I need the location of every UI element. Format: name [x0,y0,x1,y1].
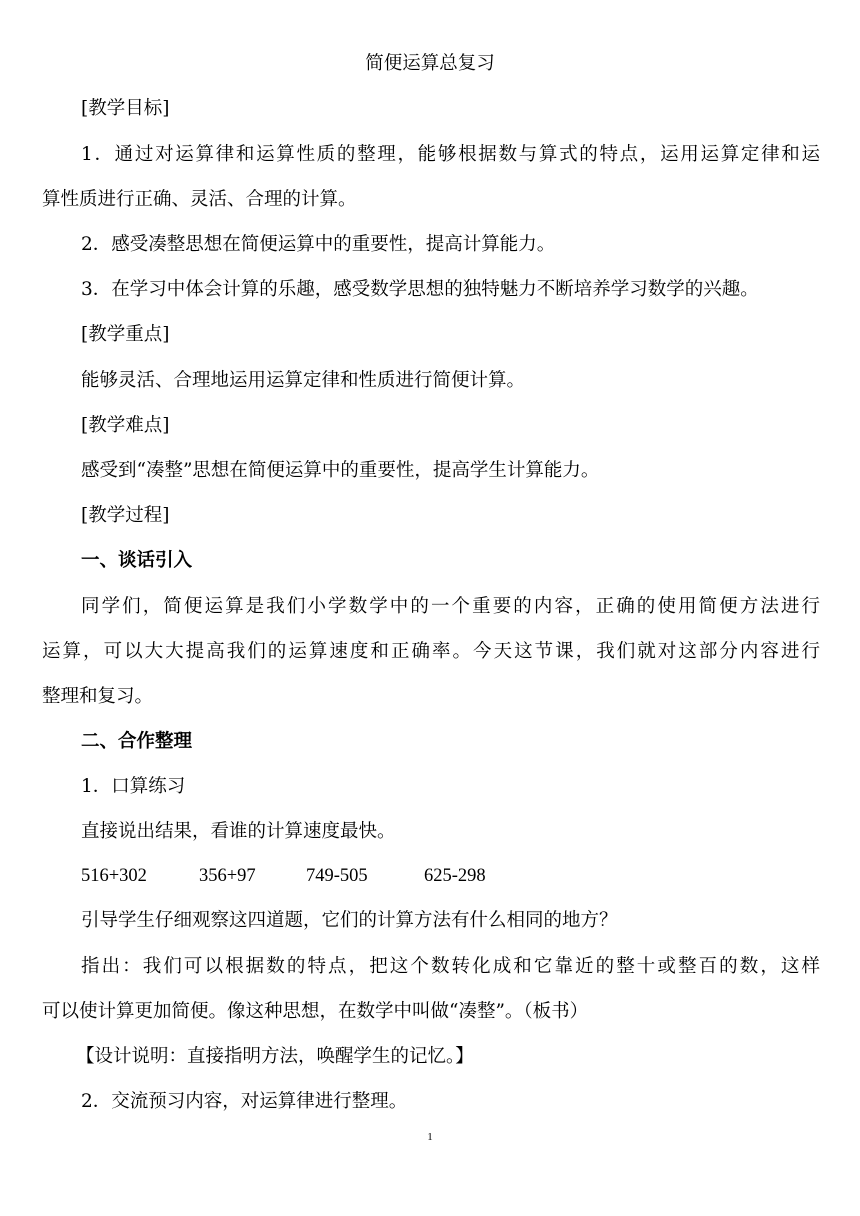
section-1-heading: 一、谈话引入 [81,550,193,571]
keypoints-text: 能够灵活、合理地运用运算定律和性质进行简便计算。 [81,370,526,391]
section-2-heading: 二、合作整理 [81,731,193,752]
expression-4: 625-298 [424,866,486,886]
design-note: 【设计说明：直接指明方法，唤醒学生的记忆。】 [76,1046,474,1067]
objective-2: 2．感受凑整思想在简便运算中的重要性，提高计算能力。 [81,234,556,255]
objective-3: 3．在学习中体会计算的乐趣，感受数学思想的独特魅力不断培养学习数学的兴趣。 [81,279,759,300]
difficulty-text: 感受到“凑整”思想在简便运算中的重要性，提高学生计算能力。 [81,460,600,481]
page-number: 1 [427,1131,433,1143]
expression-3: 749-505 [306,866,368,886]
item-2-heading: 2．交流预习内容，对运算律进行整理。 [81,1091,408,1112]
point-paragraph-line-1: 指出：我们可以根据数的特点，把这个数转化成和它靠近的整十或整百的数，这样 [81,956,820,977]
guide-text: 引导学生仔细观察这四道题，它们的计算方法有什么相同的地方？ [81,910,618,931]
expression-2: 356+97 [199,866,256,886]
objective-1-line-1: 1．通过对运算律和运算性质的整理，能够根据数与算式的特点，运用运算定律和运 [81,144,820,165]
objective-1-line-2: 算性质进行正确、灵活、合理的计算。 [42,189,357,210]
item-1-heading: 1．口算练习 [81,776,186,797]
difficulty-heading: [教学难点] [81,415,170,436]
objectives-heading: [教学目标] [81,98,170,119]
expression-1: 516+302 [81,866,147,886]
intro-paragraph-line-2: 运算，可以大大提高我们的运算速度和正确率。今天这节课，我们就对这部分内容进行 [42,641,820,662]
intro-paragraph-line-3: 整理和复习。 [42,686,154,707]
keypoints-heading: [教学重点] [81,324,170,345]
page-title: 简便运算总复习 [365,53,495,74]
item-1-instruction: 直接说出结果，看谁的计算速度最快。 [81,821,396,842]
intro-paragraph-line-1: 同学们，简便运算是我们小学数学中的一个重要的内容，正确的使用简便方法进行 [81,596,820,617]
process-heading: [教学过程] [81,505,170,526]
point-paragraph-line-2: 可以使计算更加简便。像这种思想，在数学中叫做“凑整”。（板书） [42,1001,589,1022]
